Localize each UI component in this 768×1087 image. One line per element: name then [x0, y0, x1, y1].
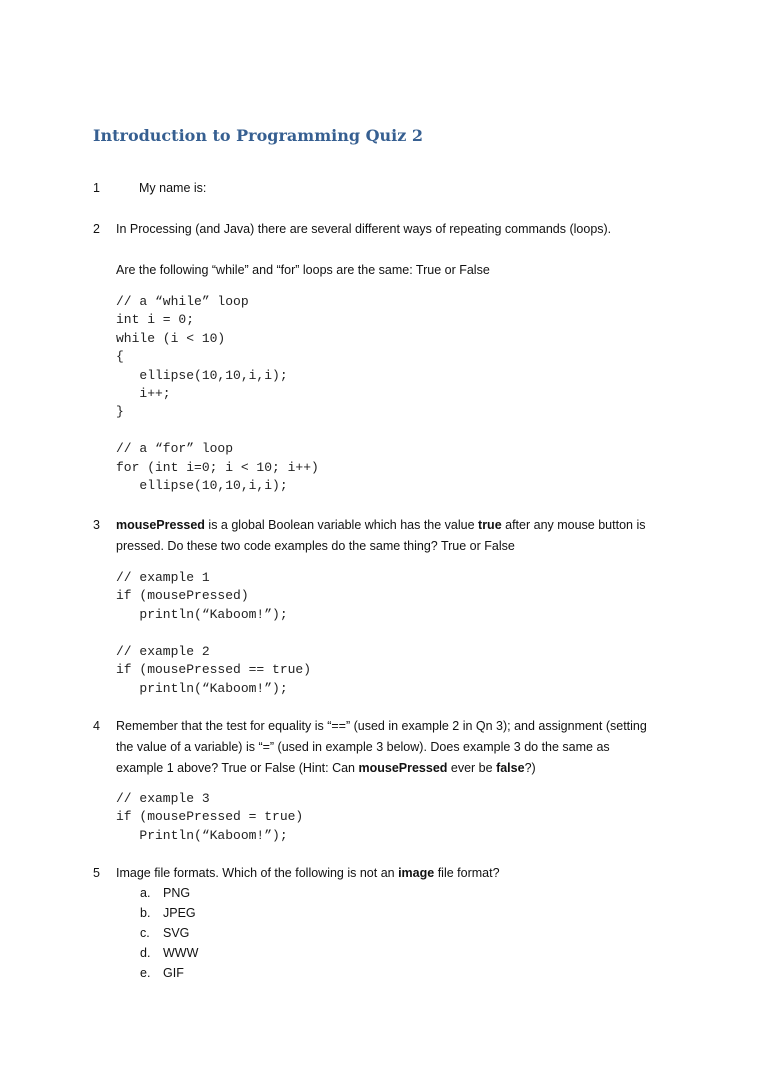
option-letter: c.: [140, 926, 150, 940]
keyword-false: false: [496, 761, 525, 775]
option-label: SVG: [163, 926, 190, 940]
option-label: PNG: [163, 886, 191, 900]
option-letter: e.: [140, 966, 151, 980]
code-line: ellipse(10,10,i,i);: [116, 478, 288, 493]
question-4-line-2: the value of a variable) is “=” (used in example 3 below). Does example 3 do the same as: [116, 740, 610, 754]
text-span: after any mouse button is: [501, 518, 646, 532]
keyword-image: image: [398, 866, 435, 880]
text-span: ever be: [447, 761, 497, 775]
code-line: // a “for” loop: [116, 441, 234, 456]
option-label: JPEG: [163, 906, 196, 920]
text-span: Image file formats. Which of the following is not an: [116, 866, 399, 880]
option-letter: d.: [140, 946, 151, 960]
code-line: if (mousePressed): [116, 588, 249, 603]
text-span: ?): [524, 761, 536, 775]
question-5-text: [116, 866, 500, 880]
code-line: // example 3: [116, 791, 210, 806]
text-span: is a global Boolean variable which has the value: [204, 518, 479, 532]
question-4-line-1: Remember that the test for equality is “==” (used in example 2 in Qn 3); and assignment (setting: [116, 719, 647, 733]
question-3-line-1: [116, 518, 646, 532]
code-line: // example 2: [116, 644, 210, 659]
question-1-text: My name is:: [139, 181, 207, 195]
code-line: if (mousePressed = true): [116, 809, 304, 824]
code-line: while (i < 10): [116, 331, 226, 346]
code-line: // a “while” loop: [116, 294, 249, 309]
question-4-number: 4: [93, 719, 100, 733]
question-3-line-2: pressed. Do these two code examples do the same thing? True or False: [116, 539, 515, 553]
question-2-prompt: Are the following “while” and “for” loops are the same: True or False: [116, 263, 490, 277]
option-letter: b.: [140, 906, 151, 920]
code-line: {: [116, 349, 124, 364]
text-span: file format?: [434, 866, 500, 880]
code-line: i++;: [116, 386, 171, 401]
code-line: }: [116, 404, 124, 419]
code-line: Println(“Kaboom!”);: [116, 828, 288, 843]
keyword-mousepressed: mousePressed: [116, 518, 205, 532]
code-line: println(“Kaboom!”);: [116, 607, 288, 622]
option-label: WWW: [163, 946, 199, 960]
question-5-number: 5: [93, 866, 100, 880]
code-line: for (int i=0; i < 10; i++): [116, 460, 319, 475]
question-1-number: 1: [93, 181, 100, 195]
code-line: int i = 0;: [116, 312, 195, 327]
question-3-number: 3: [93, 518, 100, 532]
keyword-mousepressed: mousePressed: [358, 761, 448, 775]
code-line: ellipse(10,10,i,i);: [116, 368, 288, 383]
keyword-true: true: [478, 518, 502, 532]
option-label: GIF: [163, 966, 184, 980]
code-line: if (mousePressed == true): [116, 662, 312, 677]
text-span: example 1 above? True or False (Hint: Can: [116, 761, 359, 775]
question-4-line-3: [116, 761, 536, 775]
question-2-number: 2: [93, 222, 100, 236]
page-title: Introduction to Programming Quiz 2: [93, 126, 424, 145]
question-2-text: In Processing (and Java) there are several different ways of repeating commands (loops).: [116, 222, 612, 236]
code-line: // example 1: [116, 570, 210, 585]
option-letter: a.: [140, 886, 151, 900]
code-line: println(“Kaboom!”);: [116, 681, 288, 696]
